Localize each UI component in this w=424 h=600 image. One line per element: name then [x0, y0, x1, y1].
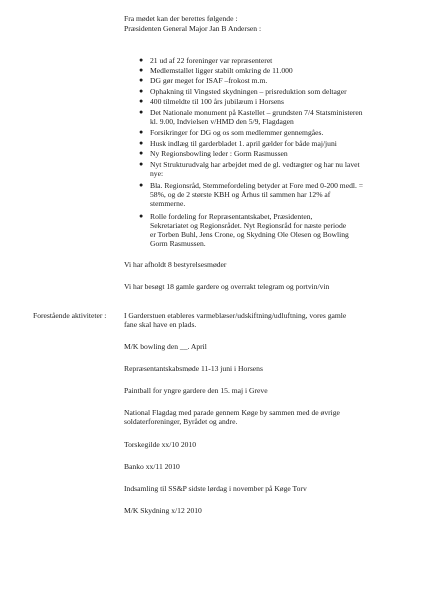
- bullet-item: Medlemstallet ligger stabilt omkring de 11.000: [150, 66, 293, 75]
- bullet-item: Ophakning til Vingsted skydningen – prisreduktion som deltager: [150, 87, 347, 96]
- bullet-item: Nyt Strukturudvalg har arbejdet med de gl. vedtægter og har nu lavet: [150, 160, 360, 169]
- bullet-item-cont: Gorm Rasmussen.: [150, 239, 206, 248]
- intro-line-1: Fra mødet kan der berettes følgende :: [124, 14, 238, 23]
- bullet-icon: ●: [139, 128, 144, 136]
- bullet-icon: ●: [139, 212, 144, 220]
- upcoming-item-cont: soldaterforeninger, Byrådet og andre.: [124, 417, 238, 426]
- upcoming-item: Paintball for yngre gardere den 15. maj i Greve: [124, 386, 268, 395]
- bullet-item: Forsikringer for DG og os som medlemmer gennemgåes.: [150, 128, 324, 137]
- bullet-item: DG gør meget for ISAF –frokost m.m.: [150, 76, 268, 85]
- upcoming-item: National Flagdag med parade gennem Køge by sammen med de øvrige: [124, 408, 340, 417]
- upcoming-item: Repræsentantskabsmøde 11-13 juni i Horsens: [124, 364, 263, 373]
- bullet-item: Bla. Regionsråd, Stemmefordeling betyder at Fore med 0-200 medl. =: [150, 181, 364, 190]
- bullet-item-cont: nye:: [150, 169, 164, 178]
- bullet-icon: ●: [139, 56, 144, 64]
- upcoming-item: M/K bowling den __. April: [124, 342, 207, 351]
- bullet-item: Det Nationale monument på Kastellet – grundsten 7/4 Statsministeren: [150, 108, 363, 117]
- bullet-icon: ●: [139, 97, 144, 105]
- visited-text: Vi har besøgt 18 gamle gardere og overrakt telegram og portvin/vin: [124, 282, 330, 291]
- bullet-icon: ●: [139, 66, 144, 74]
- bullet-icon: ●: [139, 108, 144, 116]
- bullet-icon: ●: [139, 181, 144, 189]
- meetings-text: Vi har afholdt 8 bestyrelsesmøder: [124, 260, 227, 269]
- bullet-icon: ●: [139, 160, 144, 168]
- bullet-item: 400 tilmeldte til 100 års jubilæum i Horsens: [150, 97, 284, 106]
- bullet-item: Husk indlæg til garderbladet 1. april gælder for både maj/juni: [150, 139, 337, 148]
- upcoming-item: M/K Skydning x/12 2010: [124, 506, 202, 515]
- upcoming-item: Banko xx/11 2010: [124, 462, 180, 471]
- upcoming-label: Forestående aktiviteter :: [33, 311, 107, 320]
- upcoming-item: Torskegilde xx/10 2010: [124, 440, 197, 449]
- bullet-item-cont: kl. 9.00, Indvielsen v/HMD den 5/9, Flagdagen: [150, 117, 294, 126]
- upcoming-item: I Garderstuen etableres varmeblæser/udskiftning/udluftning, vores gamle: [124, 311, 347, 320]
- bullet-item-cont: 58%, og de 2 største KBH og Århus til sammen har 12% af: [150, 190, 331, 199]
- bullet-item-cont: er Torben Buhl, Jens Crone, og Skydning Ole Olesen og Bowling: [150, 230, 349, 239]
- bullet-item-cont: Sekretariatet og Regionsrådet. Nyt Regionsråd for næste periode: [150, 221, 347, 230]
- bullet-item: Ny Regionsbowling leder : Gorm Rasmussen: [150, 149, 288, 158]
- bullet-icon: ●: [139, 139, 144, 147]
- bullet-item: 21 ud af 22 foreninger var repræsenteret: [150, 56, 273, 65]
- bullet-item-cont: stemmerne.: [150, 199, 186, 208]
- bullet-icon: ●: [139, 87, 144, 95]
- upcoming-item-cont: fane skal have en plads.: [124, 320, 197, 329]
- bullet-icon: ●: [139, 149, 144, 157]
- intro-line-2: Præsidenten General Major Jan B Andersen :: [124, 24, 262, 33]
- upcoming-item: Indsamling til SS&P sidste lørdag i november på Køge Torv: [124, 484, 307, 493]
- bullet-item: Rolle fordeling for Repræsentantskabet, Præsidenten,: [150, 212, 313, 221]
- bullet-icon: ●: [139, 76, 144, 84]
